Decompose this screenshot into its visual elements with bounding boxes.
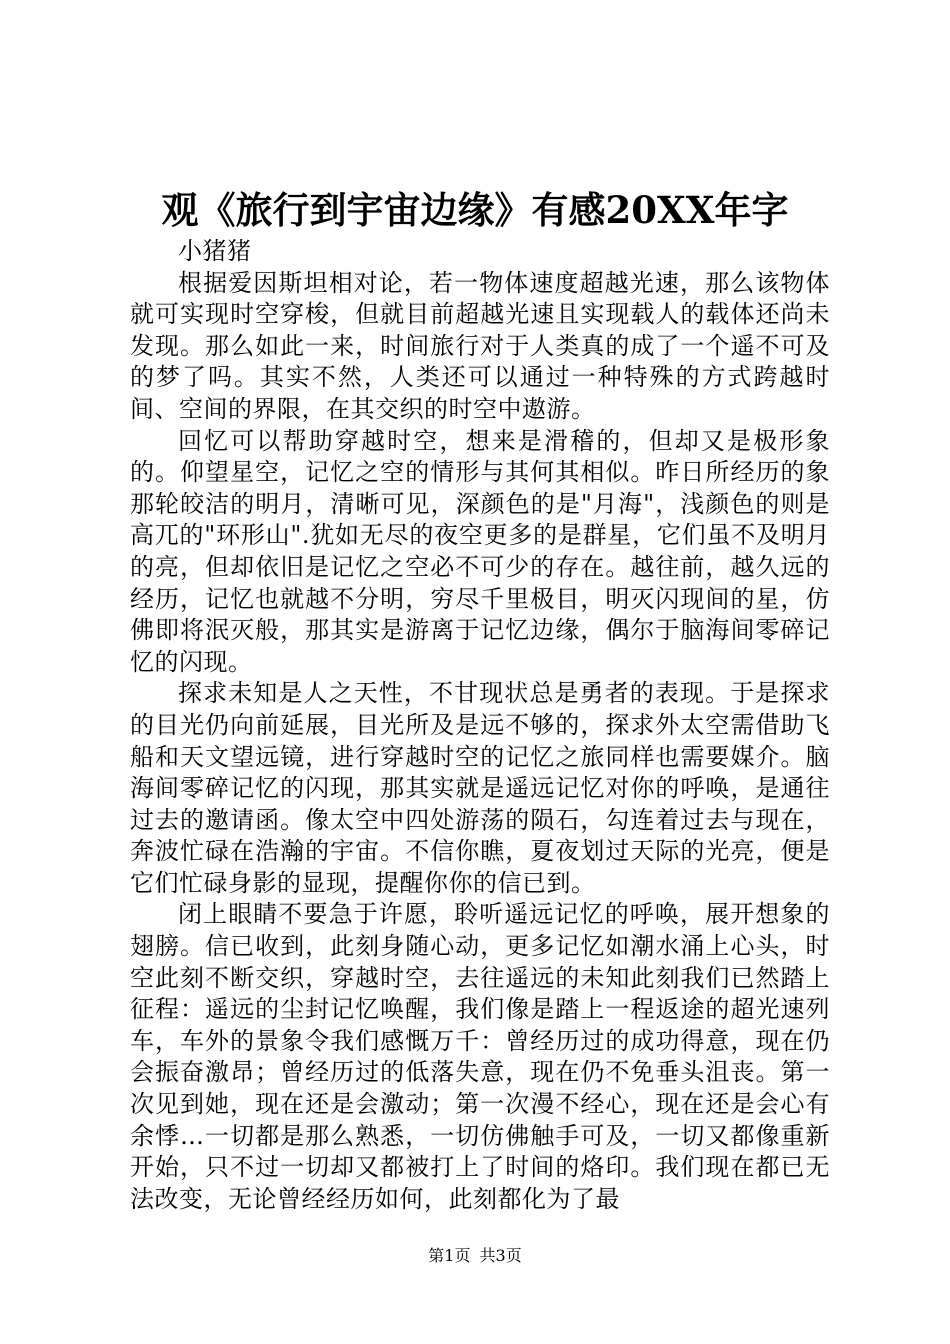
- page-number: 第1页: [428, 1246, 471, 1265]
- document-title: 观《旅行到宇宙边缘》有感20XX年字: [161, 188, 789, 232]
- paragraph-2: 回忆可以帮助穿越时空，想来是滑稽的，但却又是极形象的。仰望星空，记忆之空的情形与其何其相似。昨日所经历的象那轮皎洁的明月，清晰可见，深颜色的是"月海"，浅颜色的则是高兀的"环形山".犹如无尽的夜空更多的是群星，它们虽不及明月的亮，但却依旧是记忆之空必不可少的存在。越往前，越久远的经历，记忆也就越不分明，穷尽千里极目，明灭闪现间的星，仿佛即将泯灭般，那其实是游离于记忆边缘，偶尔于脑海间零碎记忆的闪现。: [130, 426, 830, 676]
- paragraph-4: 闭上眼睛不要急于许愿，聆听遥远记忆的呼唤，展开想象的翅膀。信已收到，此刻身随心动，更多记忆如潮水涌上心头，时空此刻不断交织，穿越时空，去往遥远的未知此刻我们已然踏上征程：遥远的尘封记忆唤醒，我们像是踏上一程返途的超光速列车，车外的景象令我们感慨万千：曾经历过的成功得意，现在仍会振奋激昂；曾经历过的低落失意，现在仍不免垂头沮丧。第一次见到她，现在还是会激动；第一次漫不经心，现在还是会心有余悸…一切都是那么熟悉，一切仿佛触手可及，一切又都像重新开始，只不过一切却又都被打上了时间的烙印。我们现在都已无法改变，无论曾经经历如何，此刻都化为了最: [130, 900, 830, 1213]
- paragraph-1: 根据爱因斯坦相对论，若一物体速度超越光速，那么该物体就可实现时空穿梭，但就目前超越光速且实现载人的载体还尚未发现。那么如此一来，时间旅行对于人类真的成了一个遥不可及的梦了吗。其实不然，人类还可以通过一种特殊的方式跨越时间、空间的界限，在其交织的时空中遨游。: [130, 268, 830, 423]
- author-name: 小猪猪: [178, 237, 252, 265]
- document-body: [130, 236, 830, 1215]
- page-footer: [0, 1245, 950, 1267]
- paragraph-3: 探求未知是人之天性，不甘现状总是勇者的表现。于是探求的目光仍向前延展，目光所及是远不够的，探求外太空需借助飞船和天文望远镜，进行穿越时空的记忆之旅同样也需要媒介。脑海间零碎记忆的闪现，那其实就是遥远记忆对你的呼唤，是通往过去的邀请函。像太空中四处游荡的陨石，勾连着过去与现在，奔波忙碌在浩瀚的宇宙。不信你瞧，夏夜划过天际的光亮，便是它们忙碌身影的显现，提醒你你的信已到。: [130, 679, 830, 897]
- page-total: 共3页: [479, 1246, 522, 1265]
